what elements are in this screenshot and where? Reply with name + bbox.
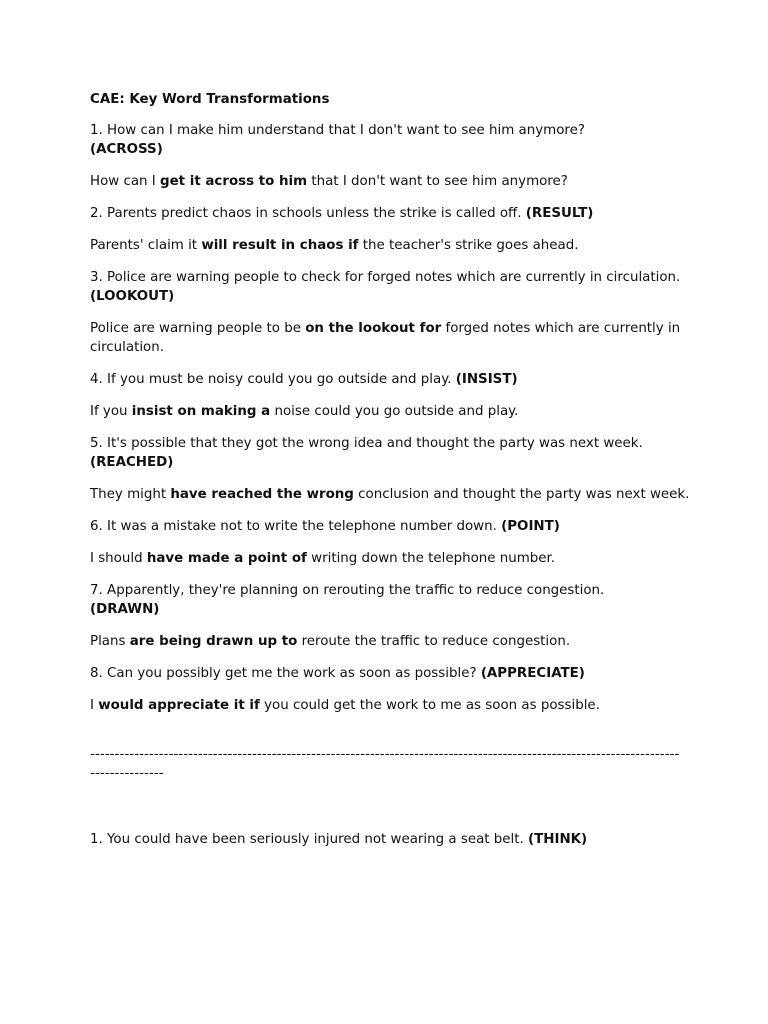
question-2: [90, 204, 690, 223]
answer-8-pre: I: [90, 698, 99, 713]
answer-6-pre: I should: [90, 551, 147, 566]
question-1: [90, 121, 690, 159]
answer-4-bold: insist on making a: [131, 404, 271, 419]
answer-8-bold: would appreciate it if: [98, 698, 260, 713]
question-7-text: 7. Apparently, they're planning on rerouting the traffic to reduce congestion.: [90, 583, 605, 598]
answer-8-post: you could get the work to me as soon as possible.: [259, 698, 600, 713]
answer-6-post: writing down the telephone number.: [306, 551, 556, 566]
answer-1-post: that I don't want to see him anymore?: [307, 174, 568, 189]
question-3: [90, 268, 690, 306]
final-question-keyword: (THINK): [528, 832, 588, 847]
answer-2-pre: Parents' claim it: [90, 238, 202, 253]
answer-3-pre: Police are warning people to be: [90, 321, 306, 336]
answer-5-bold: have reached the wrong: [170, 487, 354, 502]
question-5: [90, 434, 690, 472]
question-4: [90, 370, 690, 389]
answer-4-post: noise could you go outside and play.: [270, 404, 519, 419]
answer-7-pre: Plans: [90, 634, 130, 649]
question-4-keyword: (INSIST): [455, 372, 518, 387]
question-7-keyword: (DRAWN): [90, 602, 160, 617]
answer-5-post: conclusion and thought the party was next week.: [353, 487, 690, 502]
answer-7-post: reroute the traffic to reduce congestion.: [297, 634, 571, 649]
answer-2-post: the teacher's strike goes ahead.: [358, 238, 579, 253]
answer-6-bold: have made a point of: [146, 551, 307, 566]
answer-1-bold: get it across to him: [160, 174, 308, 189]
answer-6: [90, 549, 690, 568]
answer-4: [90, 402, 690, 421]
answer-1: [90, 172, 690, 191]
answer-8: [90, 696, 690, 715]
question-2-keyword: (RESULT): [525, 206, 594, 221]
answer-3: [90, 319, 690, 357]
answer-1-pre: How can I: [90, 174, 160, 189]
answer-7: [90, 632, 690, 651]
question-3-keyword: (LOOKOUT): [90, 289, 175, 304]
question-5-text: 5. It's possible that they got the wrong idea and thought the party was next week.: [90, 436, 643, 451]
question-7: [90, 581, 690, 619]
question-2-text: 2. Parents predict chaos in schools unless the strike is called off.: [90, 206, 526, 221]
document-title: CAE: Key Word Transformations: [90, 92, 330, 107]
final-question: [90, 830, 690, 849]
answer-5-pre: They might: [90, 487, 171, 502]
question-4-text: 4. If you must be noisy could you go outside and play.: [90, 372, 456, 387]
question-5-keyword: (REACHED): [90, 455, 174, 470]
document-page: [90, 90, 690, 849]
answer-7-bold: are being drawn up to: [129, 634, 298, 649]
question-8-keyword: (APPRECIATE): [480, 666, 585, 681]
question-1-keyword: (ACROSS): [90, 142, 163, 157]
question-1-text: 1. How can I make him understand that I don't want to see him anymore?: [90, 123, 585, 138]
question-6: [90, 517, 690, 536]
answer-2: [90, 236, 690, 255]
question-8-text: 8. Can you possibly get me the work as soon as possible?: [90, 666, 481, 681]
answer-4-pre: If you: [90, 404, 132, 419]
dashed-separator: ---------------------------------------------------------------------------------------------------------------------------------------: [90, 747, 680, 781]
answer-3-bold: on the lookout for: [305, 321, 442, 336]
question-6-text: 6. It was a mistake not to write the telephone number down.: [90, 519, 502, 534]
question-3-text: 3. Police are warning people to check for forged notes which are currently in circulation.: [90, 270, 681, 285]
question-8: [90, 664, 690, 683]
answer-3-post: forged notes which are currently in circulation.: [90, 321, 681, 355]
answer-2-bold: will result in chaos if: [201, 238, 359, 253]
answer-5: [90, 485, 690, 504]
final-question-text: 1. You could have been seriously injured not wearing a seat belt.: [90, 832, 528, 847]
question-6-keyword: (POINT): [501, 519, 560, 534]
